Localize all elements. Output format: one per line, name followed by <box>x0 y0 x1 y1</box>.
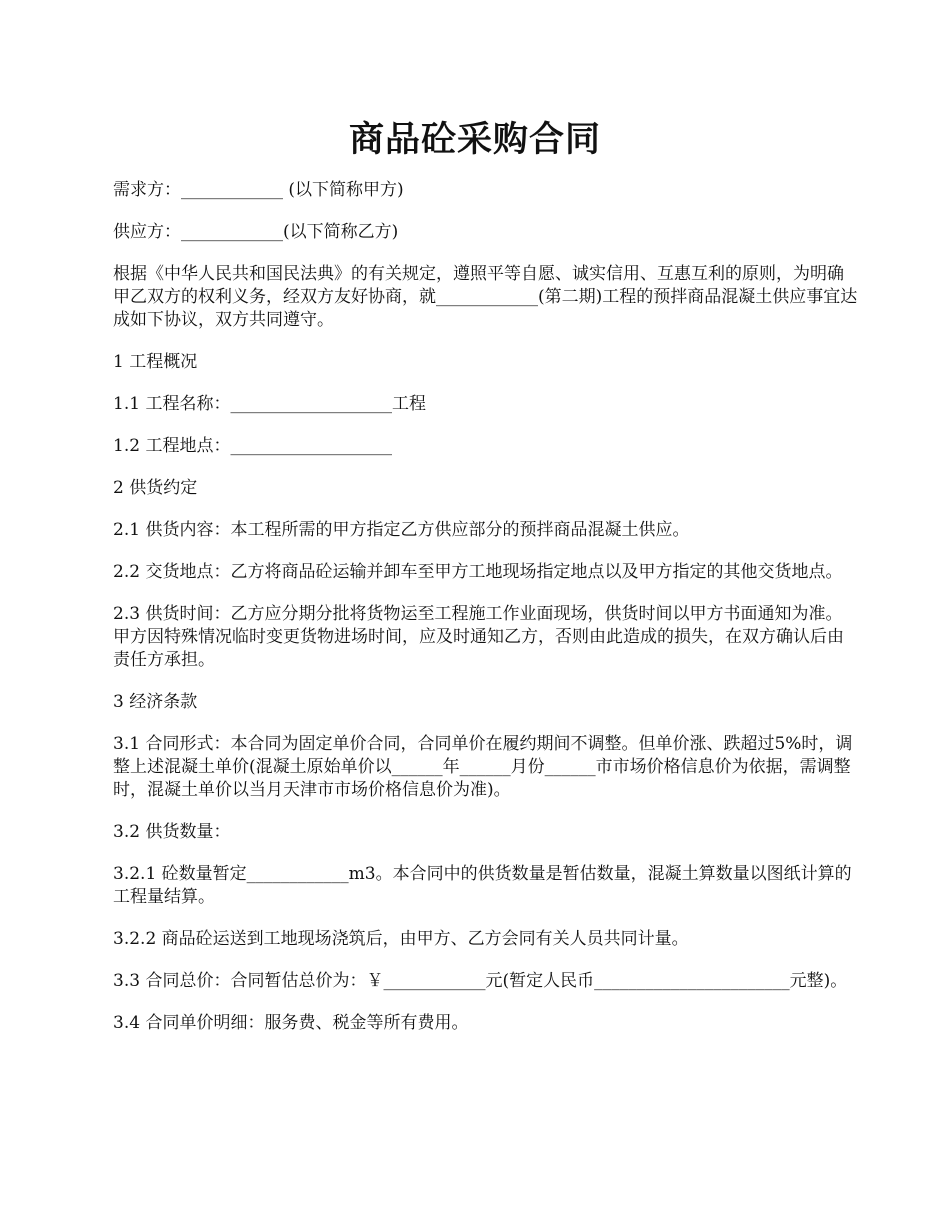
section-heading: 1 工程概况 <box>113 352 198 372</box>
document-body <box>113 179 858 1054</box>
clause-3-2-2: 3.2.2 商品砼运送到工地现场浇筑后，由甲方、乙方会同有关人员共同计量。 <box>113 929 689 949</box>
clause-3-2-1: 3.2.1 砼数量暂定____________m3。本合同中的供货数量是暂估数量，混凝土算数量以图纸计算的工程量结算。 <box>113 864 852 907</box>
clause-3-2: 3.2 供货数量： <box>113 822 231 842</box>
clause-3-4: 3.4 合同单价明细：服务费、税金等所有费用。 <box>113 1013 469 1033</box>
section-heading: 3 经济条款 <box>113 692 198 712</box>
clause-1-1: 1.1 工程名称：___________________工程 <box>113 394 426 414</box>
party-b-line: 供应方：____________(以下简称乙方) <box>113 222 399 242</box>
clause-3-3: 3.3 合同总价：合同暂估总价为：￥____________元(暂定人民币_______________________元整)。 <box>113 971 848 991</box>
clause-1-2: 1.2 工程地点：___________________ <box>113 436 392 456</box>
clause-2-3: 2.3 供货时间：乙方应分期分批将货物运至工程施工作业面现场，供货时间以甲方书面通知为准。甲方因特殊情况临时变更货物进场时间，应及时通知乙方，否则由此造成的损失，在双方确认后由责任方承担。 <box>113 604 844 670</box>
party-a-line: 需求方：____________ (以下简称甲方) <box>113 180 404 200</box>
section-heading: 2 供货约定 <box>113 478 198 498</box>
clause-2-1: 2.1 供货内容：本工程所需的甲方指定乙方供应部分的预拌商品混凝土供应。 <box>113 520 690 540</box>
clause-2-2: 2.2 交货地点：乙方将商品砼运输并卸车至甲方工地现场指定地点以及甲方指定的其他交货地点。 <box>113 562 843 582</box>
document-title: 商品砼采购合同 <box>348 119 601 160</box>
clause-3-1: 3.1 合同形式：本合同为固定单价合同，合同单价在履约期间不调整。但单价涨、跌超过5%时，调整上述混凝土单价(混凝土原始单价以______年______月份______市市场价格信息价为依据，需调整时，混凝土单价以当月天津市市场价格信息价为准)。 <box>113 734 853 800</box>
preamble-paragraph: 根据《中华人民共和国民法典》的有关规定，遵照平等自愿、诚实信用、互惠互利的原则，为明确甲乙双方的权利义务，经双方友好协商，就____________(第二期)工程的预拌商品混凝土供应事宜达成如下协议，双方共同遵守。 <box>113 264 858 330</box>
